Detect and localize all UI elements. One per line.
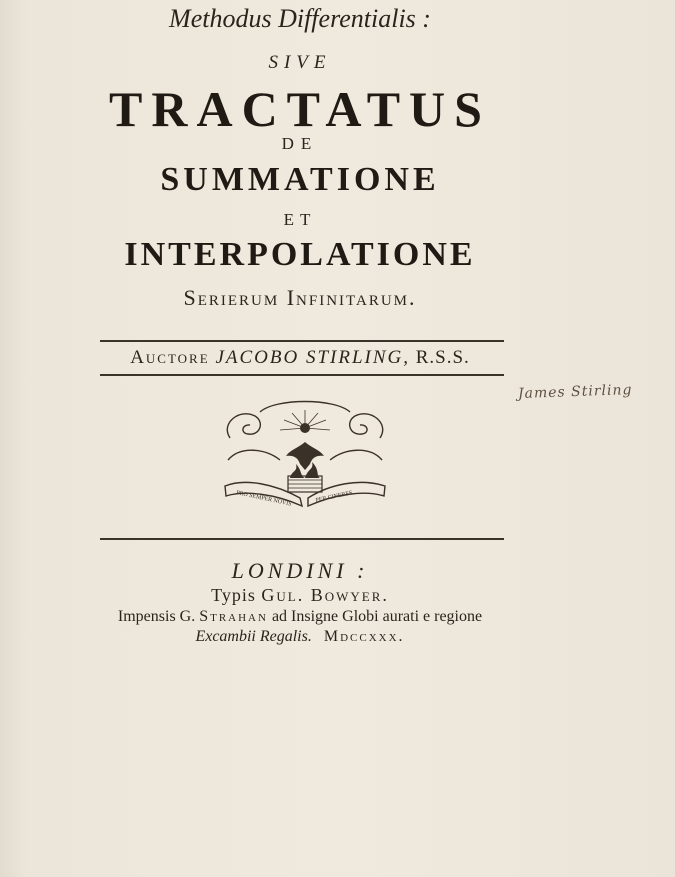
typis-prefix: Typis [211,585,256,605]
sive-line: SIVE [268,52,332,73]
de-line: DE [281,134,319,153]
author-name: JACOBO STIRLING, [215,347,410,368]
rule-under-author [100,374,504,376]
rule-top [100,340,504,342]
impensis-prefix: Impensis G. [117,608,196,625]
tractatus-heading: TRACTATUS [109,81,491,137]
ornament-scroll-right [350,414,383,438]
rule-above-imprint [100,538,504,540]
handwritten-signature: James Stirling [517,382,633,402]
work-title: Methodus Differentialis : [169,4,431,33]
imprint-printer [0,585,600,606]
interpolatione-heading: INTERPOLATIONE [124,236,476,273]
author-line [0,347,600,369]
excambii-text: Excambii Regalis. [195,628,312,645]
author-prefix: Auctore [130,347,210,368]
summatione-heading: SUMMATIONE [160,161,440,198]
et-line: ET [283,210,317,229]
printer-name: Gul. Bowyer. [261,585,389,605]
motto-right: PER CINERES [315,490,354,504]
phoenix-icon [286,442,324,470]
impensis-rest: ad Insigne Globi aurati e regione [271,608,483,625]
printer-ornament-vignette [220,398,390,518]
imprint-year: Mdccxxx. [323,628,405,645]
ornament-cornucopia-right [330,450,382,460]
motto-left: PRO SEMPER NOVIS [235,490,292,508]
publisher-name: Strahan [199,608,268,625]
imprint-place-date [0,628,600,646]
ornament-cornucopia-left [228,450,280,460]
sun-icon [300,423,310,433]
imprint-publisher [0,608,600,626]
imprint-city: LONDINI : [231,558,369,583]
serierum-line: Serierum Infinitarum. [183,285,417,310]
author-suffix: R.S.S. [415,347,470,368]
ornament-scroll-left [227,414,260,438]
